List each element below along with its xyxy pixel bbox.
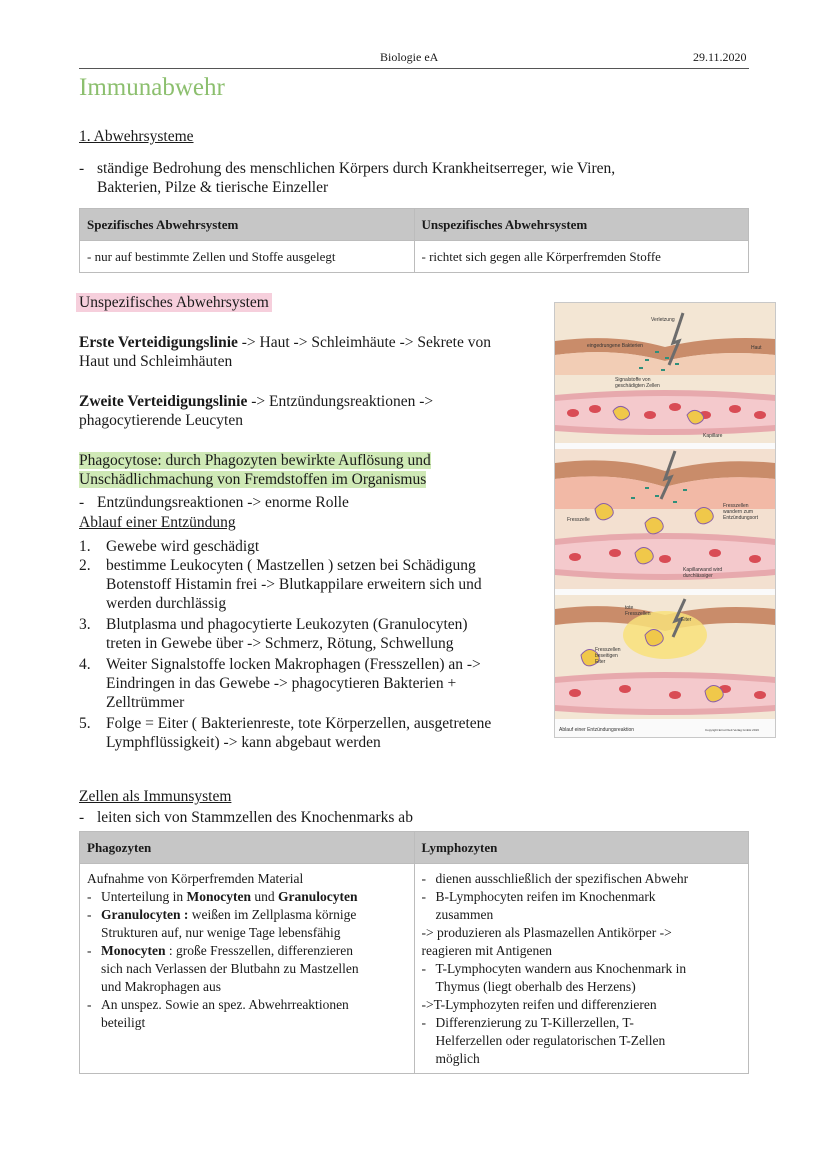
ablauf-steps (79, 537, 549, 752)
erste-label: Erste Verteidigungslinie (79, 334, 238, 351)
phagozyten-cell (80, 864, 415, 1074)
lympho-item-text: Thymus (liegt oberhalb des Herzens) (435, 979, 636, 994)
label-fresszellen-beseitigen-2: beseitigen (595, 653, 618, 659)
step-line: treten in Gewebe über -> Schmerz, Rötung, Schwellung (106, 635, 454, 652)
step-line: Blutplasma und phagocytierte Leukozyten (Granulocyten) (106, 616, 468, 633)
panel-3 (555, 595, 775, 719)
lympho-item (422, 1014, 742, 1068)
lympho-item (422, 870, 742, 888)
lympho-arrow-text: -> produzieren als Plasmazellen Antikörper -> (421, 925, 672, 940)
panel-1 (555, 303, 775, 443)
zellen-bullet (79, 808, 739, 827)
step-line: Folge = Eiter ( Bakterienreste, tote Körperzellen, ausgetretene (106, 715, 492, 732)
step-line: Eindringen in das Gewebe -> phagocytieren Bakterien + (106, 675, 457, 692)
phago-item (87, 906, 407, 942)
label-eiter: Eiter (681, 617, 692, 623)
phago-item-text: Strukturen auf, nur wenige Tage lebensfähig (101, 925, 341, 940)
phagocytose-definition (79, 451, 549, 489)
lympho-item-text: Differenzierung zu T-Killerzellen, T- (435, 1015, 634, 1030)
label-fresszellen-wandern-2: wandern zum (723, 509, 754, 515)
label-fresszellen-wandern-1: Fresszellen (723, 503, 749, 509)
bullet-dash: - (87, 907, 92, 922)
figure-copyright: Copyright Ernst Klett Verlag GmbH 2016 (705, 728, 759, 732)
phago-item-text: : große Fresszellen, differenzieren (165, 943, 354, 958)
phago-bullet (79, 493, 549, 512)
step-line: werden durchlässig (106, 595, 227, 612)
step-number: 3. (79, 616, 91, 633)
step-number: 2. (79, 557, 91, 574)
label-fresszellen-wandern-3: Entzündungsort (723, 515, 759, 521)
bullet-dash: - (79, 494, 85, 511)
step-3 (79, 615, 549, 653)
phago-item-text: sich nach Verlassen der Blutbahn zu Mastzellen (101, 961, 359, 976)
table-header-phagozyten: Phagozyten (80, 832, 415, 864)
phago-line1: Phagocytose: durch Phagozyten bewirkte Auflösung und (79, 452, 431, 469)
lympho-item-text: möglich (435, 1051, 480, 1066)
table-header-lymphozyten: Lymphozyten (414, 832, 749, 864)
phago-item-text: und Makrophagen aus (101, 979, 221, 994)
phagozyten-content (87, 870, 407, 1032)
step-line: Lymphflüssigkeit) -> kann abgebaut werden (106, 734, 381, 751)
term-granulocyten: Granulocyten : (101, 907, 189, 922)
section-heading-abwehrsysteme: 1. Abwehrsysteme (79, 128, 194, 145)
lympho-item-text: T-Lymphocyten wandern aus Knochenmark in (435, 961, 687, 976)
bullet-dash: - (421, 871, 426, 886)
zweite-label: Zweite Verteidigungslinie (79, 393, 248, 410)
step-1 (79, 537, 549, 556)
lympho-item (422, 960, 742, 996)
label-verletzung: Verletzung (651, 317, 675, 323)
label-kapillarwand-2: durchlässiger (683, 573, 713, 579)
phago-bullet-text: Entzündungsreaktionen -> enorme Rolle (97, 494, 349, 511)
section1-bullet-line2: Bakterien, Pilze & tierische Einzeller (97, 179, 329, 196)
table-cell-spezifisch: - nur auf bestimmte Zellen und Stoffe ausgelegt (80, 241, 415, 273)
phago-item-text: Unterteilung in (101, 889, 187, 904)
step-line: Weiter Signalstoffe locken Makrophagen (Fresszellen) an -> (106, 656, 481, 673)
zweite-text-line2: phagocytierende Leucyten (79, 412, 243, 429)
label-kapillare: Kapillare (703, 433, 723, 439)
phago-intro: Aufnahme von Körperfremden Material (87, 871, 304, 886)
bullet-dash: - (87, 889, 92, 904)
section-heading-unspezifisch (76, 293, 272, 312)
erste-text: -> Haut -> Schleimhäute -> Sekrete von (237, 334, 491, 351)
zellen-table (79, 831, 749, 1074)
step-number: 1. (79, 538, 91, 555)
phago-item-text: An unspez. Sowie an spez. Abwehrreaktionen (101, 997, 349, 1012)
header-divider (79, 68, 749, 69)
lymphozyten-content (422, 870, 742, 1068)
step-number: 5. (79, 715, 91, 732)
erste-verteidigungslinie (79, 333, 549, 371)
label-signalstoffe-1: Signalstoffe von (615, 377, 651, 383)
table-header-unspezifisch: Unspezifisches Abwehrsystem (414, 209, 749, 241)
label-fresszelle: Fresszelle (567, 517, 590, 523)
table-cell-unspezifisch: - richtet sich gegen alle Körperfremden Stoffe (414, 241, 749, 273)
header-date: 29.11.2020 (693, 50, 747, 64)
term-monocyten: Monocyten (101, 943, 166, 958)
label-eingedrungene-bakterien: eingedrungene Bakterien (587, 343, 643, 349)
table-header-spezifisch: Spezifisches Abwehrsystem (80, 209, 415, 241)
lympho-arrow-text: ->T-Lymphozyten reifen und differenzieren (421, 997, 657, 1012)
phago-item (87, 942, 407, 996)
abwehrsystem-table (79, 208, 749, 273)
step-line: Zelltrümmer (106, 694, 185, 711)
phago-item (87, 888, 407, 906)
zweite-text: -> Entzündungsreaktionen -> (247, 393, 434, 410)
unspez-heading-text: Unspezifisches Abwehrsystem (76, 293, 272, 312)
zweite-verteidigungslinie (79, 392, 549, 430)
term-monocyten: Monocyten (186, 889, 251, 904)
page-title: Immunabwehr (79, 74, 225, 101)
section1-bullet-line1: ständige Bedrohung des menschlichen Körpers durch Krankheitserreger, wie Viren, (97, 160, 616, 177)
label-fresszellen-beseitigen-1: Fresszellen (595, 647, 621, 653)
lymphozyten-cell (414, 864, 749, 1074)
lympho-item-text: B-Lymphocyten reifen im Knochenmark (435, 889, 656, 904)
phago-line2: Unschädlichmachung von Fremdstoffen im Organismus (79, 471, 427, 488)
label-haut: Haut (751, 345, 762, 351)
figure-caption: Ablauf einer Entzündungsreaktion (559, 727, 635, 733)
lympho-item-text: Helferzellen oder regulatorischen T-Zellen (435, 1033, 666, 1048)
ablauf-heading: Ablauf einer Entzündung (79, 514, 236, 531)
label-fresszellen-beseitigen-3: Eiter (595, 659, 606, 665)
section-heading-zellen: Zellen als Immunsystem (79, 788, 232, 805)
bullet-dash: - (87, 943, 92, 958)
step-line: bestimme Leukocyten ( Mastzellen ) setzen bei Schädigung (106, 557, 476, 574)
bullet-dash: - (421, 961, 426, 976)
label-kapillarwand-1: Kapillarwand wird (683, 567, 723, 573)
step-number: 4. (79, 656, 91, 673)
header-subject: Biologie eA (380, 50, 439, 64)
entzuendung-illustration (554, 302, 776, 738)
phago-item-text: weißen im Zellplasma körnige (188, 907, 357, 922)
label-tote-fresszellen-1: tote (625, 605, 634, 611)
lympho-arrow-text: reagieren mit Antigenen (421, 943, 552, 958)
bullet-dash: - (79, 160, 85, 177)
lympho-item-text: zusammen (435, 907, 494, 922)
panel-2 (555, 449, 775, 589)
lympho-item-text: dienen ausschließlich der spezifischen Abwehr (435, 871, 689, 886)
phago-item-text: beteiligt (101, 1015, 146, 1030)
step-2 (79, 556, 549, 613)
step-4 (79, 655, 549, 712)
lympho-item (422, 888, 742, 924)
step-line: Botenstoff Histamin frei -> Blutkappilare erweitern sich und (106, 576, 482, 593)
bullet-dash: - (421, 1015, 426, 1030)
phago-item (87, 996, 407, 1032)
bullet-dash: - (87, 997, 92, 1012)
section1-bullet (79, 159, 739, 197)
zellen-bullet-text: leiten sich von Stammzellen des Knochenmarks ab (97, 809, 413, 826)
label-signalstoffe-2: geschädigten Zellen (615, 383, 660, 389)
phago-item-text: und (250, 889, 278, 904)
step-line: Gewebe wird geschädigt (106, 538, 260, 555)
erste-text-line2: Haut und Schleimhäuten (79, 353, 233, 370)
term-granulocyten: Granulocyten (277, 889, 358, 904)
bullet-dash: - (421, 889, 426, 904)
label-tote-fresszellen-2: Fresszellen (625, 611, 651, 617)
step-5 (79, 714, 549, 752)
bullet-dash: - (79, 809, 85, 826)
